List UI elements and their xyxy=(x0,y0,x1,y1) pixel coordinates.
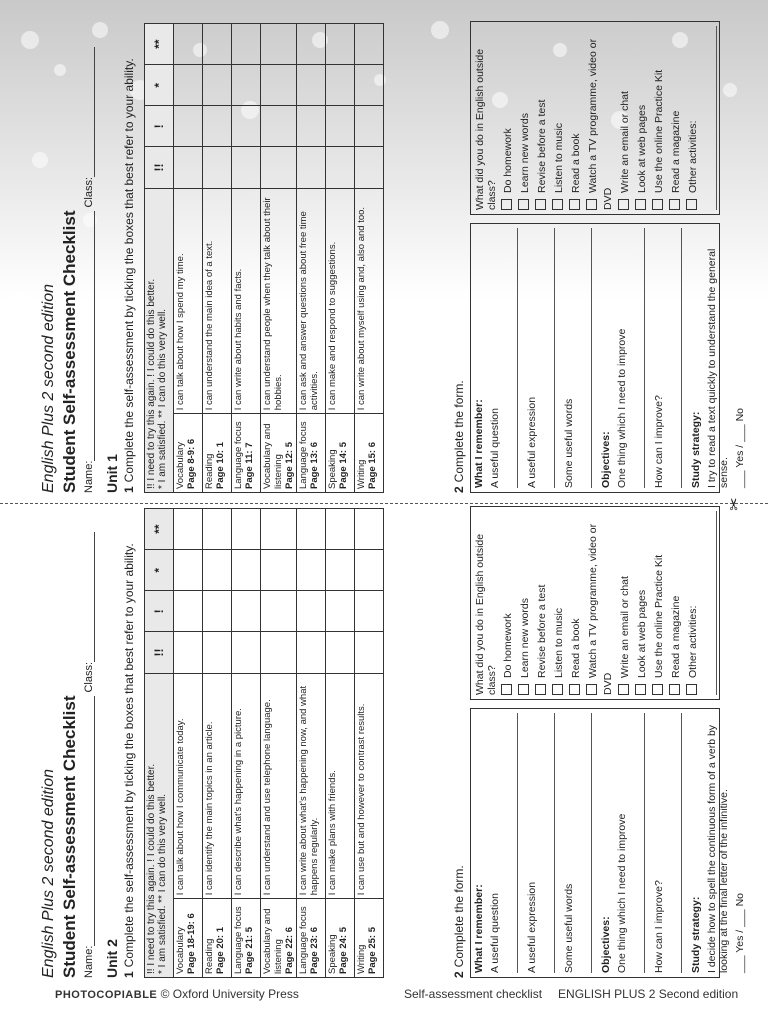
checkbox-label: Write an email or chat xyxy=(619,576,631,678)
outside-class-box xyxy=(470,506,720,700)
page-ref: Page 11: 7 xyxy=(244,442,255,489)
tick-box[interactable] xyxy=(355,509,384,550)
outside-question: What did you do in English outside class? xyxy=(474,48,498,210)
tick-box[interactable] xyxy=(355,65,384,106)
tick-box[interactable] xyxy=(355,147,384,188)
name-line[interactable] xyxy=(84,211,95,461)
checkbox-label: Listen to music xyxy=(553,607,565,678)
instruction-text: Complete the self-assessment by ticking the boxes that best refer to your ability. xyxy=(122,58,136,483)
instruction xyxy=(122,543,136,978)
key-line-2: * I am satisfied. ** I can do this very well. xyxy=(157,793,168,974)
checkbox[interactable] xyxy=(635,684,646,695)
tick-box[interactable] xyxy=(203,550,232,591)
page-ref: Page 10: 1 xyxy=(215,442,226,489)
copyright-text: © Oxford University Press xyxy=(160,987,299,1001)
mark-header: ** xyxy=(145,24,174,65)
outside-class-box xyxy=(470,21,720,215)
cut-line xyxy=(0,503,768,504)
section-name: Writing xyxy=(356,459,367,489)
tick-box[interactable] xyxy=(174,509,203,550)
table-row xyxy=(326,509,355,978)
instruction-number: 1 xyxy=(122,486,136,493)
can-do-statement: I can write about what's happening now, and what happens regularly. xyxy=(297,673,326,899)
mark-header: !! xyxy=(145,147,174,188)
what-remember-heading: What I remember: xyxy=(473,884,485,973)
tick-box[interactable] xyxy=(203,24,232,65)
section-name: Speaking xyxy=(327,934,338,974)
tick-box[interactable] xyxy=(297,591,326,632)
checkbox-item[interactable] xyxy=(668,507,685,699)
checkbox-label: Learn new words xyxy=(519,598,531,678)
outside-question: What did you do in English outside class? xyxy=(474,533,498,695)
tick-box[interactable] xyxy=(297,24,326,65)
sheet-title: Student Self-assessment Checklist xyxy=(60,210,79,493)
tick-box[interactable] xyxy=(297,106,326,147)
page-ref: Page 13: 6 xyxy=(309,442,320,489)
tick-box[interactable] xyxy=(203,509,232,550)
class-label: Class: xyxy=(83,176,95,208)
tick-box[interactable] xyxy=(261,65,297,106)
checkbox[interactable] xyxy=(618,684,629,695)
checkbox-label: Use the online Practice Kit xyxy=(653,69,665,193)
tick-box[interactable] xyxy=(174,591,203,632)
tick-box[interactable] xyxy=(203,147,232,188)
useful-expression-line[interactable] xyxy=(542,228,555,488)
useful-words-label: Some useful words xyxy=(563,398,575,488)
checkbox[interactable] xyxy=(652,199,663,210)
checkbox-item[interactable] xyxy=(668,22,685,214)
section-name: Language focus xyxy=(233,906,244,974)
page-ref: Page 12: 5 xyxy=(284,442,295,489)
sheet-subtitle: English Plus 2 second edition xyxy=(40,283,57,493)
name-class-row xyxy=(83,508,95,978)
table-row xyxy=(232,509,261,978)
checkbox-label: Learn new words xyxy=(519,113,531,193)
useful-expression-label: A useful expression xyxy=(526,396,538,488)
checkbox-item[interactable] xyxy=(651,22,668,214)
yes-no-field[interactable]: ___ Yes / ___ No xyxy=(734,408,746,488)
sheet-subtitle: English Plus 2 second edition xyxy=(40,768,57,978)
name-label: Name: xyxy=(83,945,95,978)
table-row xyxy=(261,509,297,978)
objectives-heading: Objectives: xyxy=(600,916,612,973)
section-name: Language focus xyxy=(233,421,244,489)
checkbox[interactable] xyxy=(635,199,646,210)
tick-box[interactable] xyxy=(232,65,261,106)
checkbox[interactable] xyxy=(518,199,529,210)
can-do-statement: I can make plans with friends. xyxy=(326,673,355,899)
tick-box[interactable] xyxy=(232,106,261,147)
improve-thing-line[interactable] xyxy=(632,713,645,973)
can-do-statement: I can write about myself using and, also and too. xyxy=(355,188,384,414)
tick-box[interactable] xyxy=(297,509,326,550)
section-name: Language focus xyxy=(298,421,309,489)
yes-no-field[interactable]: ___ Yes / ___ No xyxy=(734,893,746,973)
checkbox-item[interactable] xyxy=(517,507,534,699)
checkbox[interactable] xyxy=(569,684,580,695)
sheet-unit-2 xyxy=(40,508,746,978)
checkbox-item[interactable] xyxy=(651,507,668,699)
table-row xyxy=(174,509,203,978)
form-number: 2 xyxy=(452,486,466,493)
page-ref: Page 20: 1 xyxy=(215,927,226,974)
page-ref: Page 22: 6 xyxy=(284,927,295,974)
page-footer xyxy=(0,983,768,1007)
sheet-title: Student Self-assessment Checklist xyxy=(60,695,79,978)
key-line-1: !! I need to try this again. ! I could do this better. xyxy=(146,278,157,489)
book-title-footer: ENGLISH PLUS 2 Second edition xyxy=(558,987,739,1001)
mark-header: ! xyxy=(145,106,174,147)
strategy-heading: Study strategy: xyxy=(690,411,702,488)
can-do-statement: I can write about habits and facts. xyxy=(232,188,261,414)
section-name: Vocabulary xyxy=(175,441,186,489)
improve-thing-label: One thing which I need to improve xyxy=(616,328,628,488)
other-activities-line[interactable] xyxy=(708,511,717,695)
checkbox-label: Watch a TV programme, video or DVD xyxy=(587,38,614,210)
tick-box[interactable] xyxy=(326,550,355,591)
checkbox-label: Use the online Practice Kit xyxy=(653,554,665,678)
what-remember-heading: What I remember: xyxy=(473,399,485,488)
checkbox-label: Listen to music xyxy=(553,122,565,193)
checkbox-item[interactable] xyxy=(634,507,651,699)
table-row xyxy=(326,24,355,493)
useful-expression-label: A useful expression xyxy=(526,881,538,973)
section-name: Writing xyxy=(356,944,367,974)
form-instruction xyxy=(452,380,466,493)
checkbox[interactable] xyxy=(652,684,663,695)
mark-header: ** xyxy=(145,509,174,550)
checkbox-label: Revise before a test xyxy=(536,584,548,678)
how-improve-label: How can I improve? xyxy=(653,880,665,973)
checkbox[interactable] xyxy=(535,684,546,695)
tick-box[interactable] xyxy=(297,65,326,106)
tick-box[interactable] xyxy=(232,550,261,591)
checkbox-item[interactable] xyxy=(568,507,585,699)
checkbox-item[interactable] xyxy=(500,507,517,699)
how-improve-label: How can I improve? xyxy=(653,395,665,488)
tick-box[interactable] xyxy=(261,147,297,188)
table-row xyxy=(297,509,326,978)
checkbox[interactable] xyxy=(618,199,629,210)
tick-box[interactable] xyxy=(297,550,326,591)
remember-form xyxy=(470,223,746,493)
useful-question-label: A useful question xyxy=(489,893,501,973)
sheet-unit-1 xyxy=(40,23,746,493)
form-number: 2 xyxy=(452,971,466,978)
table-header xyxy=(145,24,174,493)
tick-box[interactable] xyxy=(326,106,355,147)
other-activities-line[interactable] xyxy=(708,26,717,210)
tick-box[interactable] xyxy=(174,147,203,188)
tick-box[interactable] xyxy=(355,632,384,673)
checkbox-item[interactable] xyxy=(551,22,568,214)
checkbox[interactable] xyxy=(552,684,563,695)
mark-header: !! xyxy=(145,632,174,673)
tick-box[interactable] xyxy=(174,65,203,106)
mark-header: * xyxy=(145,65,174,106)
unit-heading: Unit 1 xyxy=(104,454,120,493)
unit-heading: Unit 2 xyxy=(104,939,120,978)
checkbox-label: Other activities: xyxy=(687,605,699,678)
table-row xyxy=(297,24,326,493)
tick-box[interactable] xyxy=(174,632,203,673)
tick-box[interactable] xyxy=(261,24,297,65)
tick-box[interactable] xyxy=(232,24,261,65)
skills-table xyxy=(144,23,384,493)
checkbox[interactable] xyxy=(501,199,512,210)
useful-question-line[interactable] xyxy=(505,713,518,973)
page-ref: Page 25: 5 xyxy=(367,927,378,974)
form-label: Complete the form. xyxy=(452,865,466,968)
tick-box[interactable] xyxy=(297,147,326,188)
can-do-statement: I can understand people when they talk about their hobbies. xyxy=(261,188,297,414)
checkbox[interactable] xyxy=(552,199,563,210)
checkbox-item[interactable] xyxy=(568,22,585,214)
tick-box[interactable] xyxy=(355,106,384,147)
table-row xyxy=(355,509,384,978)
checkbox-item[interactable] xyxy=(617,507,634,699)
page-ref: Page 24: 5 xyxy=(338,927,349,974)
remember-form xyxy=(470,708,746,978)
tick-box[interactable] xyxy=(203,106,232,147)
checkbox[interactable] xyxy=(569,199,580,210)
section-name: Vocabulary xyxy=(175,926,186,974)
tick-box[interactable] xyxy=(203,65,232,106)
strategy-heading: Study strategy: xyxy=(690,896,702,973)
can-do-statement: I can describe what's happening in a picture. xyxy=(232,673,261,899)
checkbox-label: Do homework xyxy=(502,613,514,678)
tick-box[interactable] xyxy=(174,24,203,65)
key-cell xyxy=(145,673,174,977)
instruction-number: 1 xyxy=(122,971,136,978)
checkbox[interactable] xyxy=(686,684,697,695)
tick-box[interactable] xyxy=(232,591,261,632)
page-ref: Page 15: 6 xyxy=(367,442,378,489)
tick-box[interactable] xyxy=(326,24,355,65)
checkbox[interactable] xyxy=(669,199,680,210)
checkbox-item[interactable] xyxy=(551,507,568,699)
tick-box[interactable] xyxy=(326,65,355,106)
checkbox-item[interactable] xyxy=(585,22,617,214)
can-do-statement: I can understand the main idea of a text. xyxy=(203,188,232,414)
checkbox[interactable] xyxy=(586,684,597,695)
checkbox-item[interactable] xyxy=(617,22,634,214)
table-row xyxy=(355,24,384,493)
checkbox-label: Read a magazine xyxy=(670,110,682,193)
can-do-statement: I can understand and use telephone language. xyxy=(261,673,297,899)
form-label: Complete the form. xyxy=(452,380,466,483)
section-name: Reading xyxy=(204,938,215,974)
useful-words-line[interactable] xyxy=(579,228,592,488)
checkbox-item[interactable] xyxy=(685,507,702,699)
section-name: Reading xyxy=(204,453,215,489)
strategy-text: I decide how to spell the continuous form of a verb by looking at the final letter of the infinitive. xyxy=(706,724,730,973)
how-improve-line[interactable] xyxy=(669,228,682,488)
objectives-heading: Objectives: xyxy=(600,431,612,488)
checkbox[interactable] xyxy=(586,199,597,210)
section-name: Speaking xyxy=(327,449,338,489)
checkbox-label: Read a book xyxy=(570,133,582,193)
tick-box[interactable] xyxy=(174,550,203,591)
checkbox-label: Write an email or chat xyxy=(619,91,631,193)
checkbox-label: Look at web pages xyxy=(636,104,648,193)
key-cell xyxy=(145,188,174,492)
tick-box[interactable] xyxy=(261,550,297,591)
page-ref: Page 14: 5 xyxy=(338,442,349,489)
instruction xyxy=(122,58,136,493)
mark-header: * xyxy=(145,550,174,591)
checkbox-label: Watch a TV programme, video or DVD xyxy=(587,523,614,695)
can-do-statement: I can ask and answer questions about free time activities. xyxy=(297,188,326,414)
checkbox-label: Revise before a test xyxy=(536,99,548,193)
class-label: Class: xyxy=(83,661,95,693)
can-do-statement: I can talk about how I spend my time. xyxy=(174,188,203,414)
checkbox-item[interactable] xyxy=(634,22,651,214)
tick-box[interactable] xyxy=(203,632,232,673)
photocopiable-label: PHOTOCOPIABLE xyxy=(55,989,158,1001)
table-row xyxy=(261,24,297,493)
page-ref: Page 8-9: 6 xyxy=(186,438,197,489)
checkbox[interactable] xyxy=(669,684,680,695)
skills-table xyxy=(144,508,384,978)
key-line-2: * I am satisfied. ** I can do this very well. xyxy=(157,308,168,489)
checkbox[interactable] xyxy=(686,199,697,210)
can-do-statement: I can identify the main topics in an article. xyxy=(203,673,232,899)
tick-box[interactable] xyxy=(355,24,384,65)
table-row xyxy=(174,24,203,493)
checkbox[interactable] xyxy=(518,684,529,695)
page-ref: Page 21: 5 xyxy=(244,927,255,974)
footer-right xyxy=(404,987,738,1001)
checkbox-item[interactable] xyxy=(534,507,551,699)
tick-box[interactable] xyxy=(326,632,355,673)
tick-box[interactable] xyxy=(355,591,384,632)
useful-words-label: Some useful words xyxy=(563,883,575,973)
section-name: Vocabulary and listening xyxy=(262,908,284,974)
checkbox[interactable] xyxy=(535,199,546,210)
tick-box[interactable] xyxy=(326,591,355,632)
tick-box[interactable] xyxy=(232,632,261,673)
table-row xyxy=(232,24,261,493)
tick-box[interactable] xyxy=(261,509,297,550)
useful-words-line[interactable] xyxy=(579,713,592,973)
form-instruction xyxy=(452,865,466,978)
strategy-text: I try to read a text quickly to understand the general sense. xyxy=(706,248,730,488)
checkbox-label: Other activities: xyxy=(687,120,699,193)
name-class-row xyxy=(83,23,95,493)
useful-question-line[interactable] xyxy=(505,228,518,488)
tick-box[interactable] xyxy=(203,591,232,632)
footer-left xyxy=(55,987,299,1001)
tick-box[interactable] xyxy=(174,106,203,147)
can-do-statement: I can talk about how I communicate today. xyxy=(174,673,203,899)
can-do-statement: I can make and respond to suggestions. xyxy=(326,188,355,414)
checkbox-item[interactable] xyxy=(534,22,551,214)
how-improve-line[interactable] xyxy=(669,713,682,973)
table-header xyxy=(145,509,174,978)
tick-box[interactable] xyxy=(326,147,355,188)
section-name: Language focus xyxy=(298,906,309,974)
checkbox-item[interactable] xyxy=(500,22,517,214)
name-label: Name: xyxy=(83,460,95,493)
checkbox-item[interactable] xyxy=(685,22,702,214)
checkbox-item[interactable] xyxy=(517,22,534,214)
mark-header: ! xyxy=(145,591,174,632)
tick-box[interactable] xyxy=(261,632,297,673)
checkbox-label: Do homework xyxy=(502,128,514,193)
scissors-icon: ✂ xyxy=(726,497,744,511)
improve-thing-label: One thing which I need to improve xyxy=(616,813,628,973)
tick-box[interactable] xyxy=(297,632,326,673)
tick-box[interactable] xyxy=(355,550,384,591)
tick-box[interactable] xyxy=(326,509,355,550)
checkbox[interactable] xyxy=(501,684,512,695)
name-line[interactable] xyxy=(84,696,95,946)
improve-thing-line[interactable] xyxy=(632,228,645,488)
instruction-text: Complete the self-assessment by ticking the boxes that best refer to your ability. xyxy=(122,543,136,968)
useful-expression-line[interactable] xyxy=(542,713,555,973)
section-name-footer: Self-assessment checklist xyxy=(404,987,543,1001)
tick-box[interactable] xyxy=(261,591,297,632)
can-do-statement: I can use but and however to contrast results. xyxy=(355,673,384,899)
checkbox-item[interactable] xyxy=(585,507,617,699)
class-line[interactable] xyxy=(84,47,95,177)
tick-box[interactable] xyxy=(232,147,261,188)
page-ref: Page 18-19: 6 xyxy=(186,913,197,974)
section-name: Vocabulary and listening xyxy=(262,423,284,489)
tick-box[interactable] xyxy=(261,106,297,147)
checkbox-label: Read a book xyxy=(570,618,582,678)
table-row xyxy=(203,509,232,978)
key-line-1: !! I need to try this again. ! I could do this better. xyxy=(146,763,157,974)
tick-box[interactable] xyxy=(232,509,261,550)
useful-question-label: A useful question xyxy=(489,408,501,488)
table-row xyxy=(203,24,232,493)
class-line[interactable] xyxy=(84,532,95,662)
page-ref: Page 23: 6 xyxy=(309,927,320,974)
checkbox-label: Read a magazine xyxy=(670,595,682,678)
checkbox-label: Look at web pages xyxy=(636,589,648,678)
